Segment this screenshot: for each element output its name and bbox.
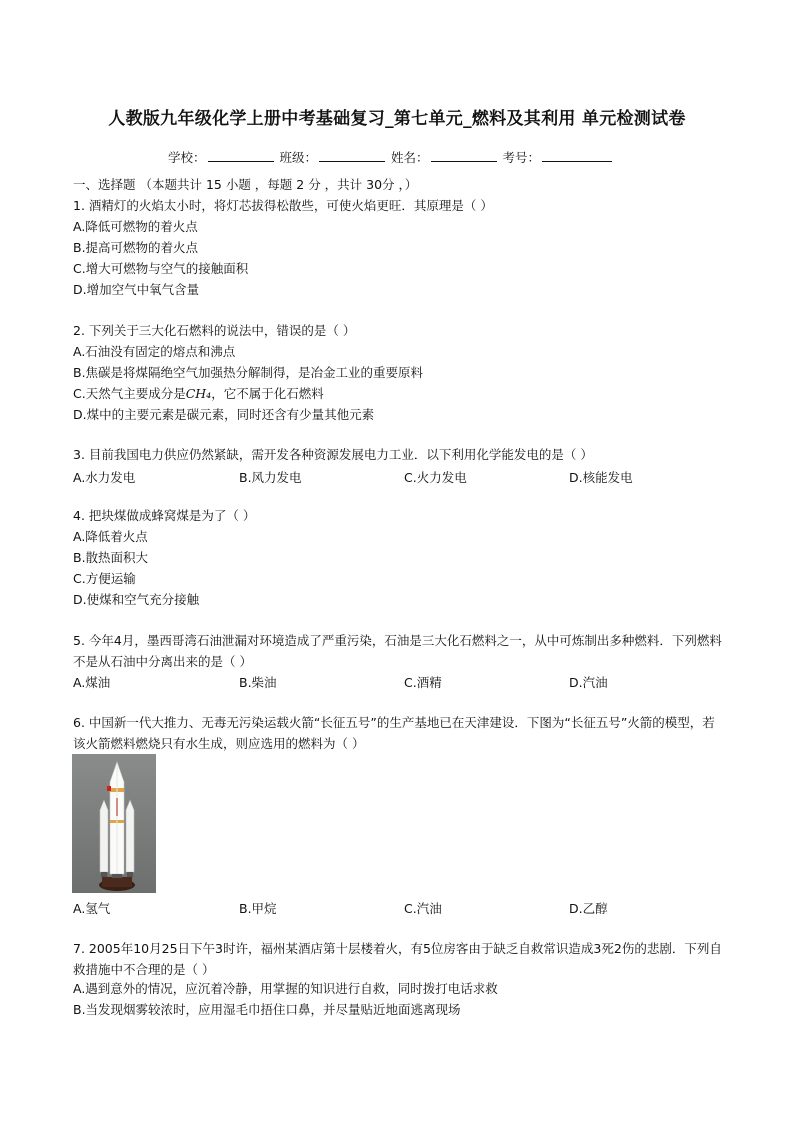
exam-no-label: 考号： — [502, 150, 541, 165]
page-title: 人教版九年级化学上册中考基础复习_第七单元_燃料及其利用 单元检测试卷 — [108, 109, 686, 129]
question-6-options — [73, 899, 723, 915]
student-info-line — [168, 148, 614, 166]
question-3-option-c: C.火力发电 — [404, 470, 467, 485]
question-2-option-a: A.石油没有固定的熔点和沸点 — [73, 344, 236, 359]
question-3-option-b: B.风力发电 — [239, 470, 302, 485]
question-6-option-a: A.氢气 — [73, 901, 111, 916]
school-label: 学校： — [168, 150, 206, 165]
question-2-option-c — [73, 386, 324, 402]
question-2-option-d: D.煤中的主要元素是碳元素，同时还含有少量其他元素 — [73, 407, 375, 422]
question-2-option-b: B.焦碳是将煤隔绝空气加强热分解制得，是冶金工业的重要原料 — [73, 365, 424, 380]
question-3-stem: 3. 目前我国电力供应仍然紧缺，需开发各种资源发展电力工业．以下利用化学能发电的是（ ） — [73, 447, 593, 462]
exam-no-blank[interactable] — [542, 149, 612, 162]
class-label: 班级： — [279, 150, 318, 165]
question-4-option-c: C.方便运输 — [73, 571, 136, 586]
question-2-option-c-head: C.天然气主要成分是 — [73, 386, 186, 401]
school-blank[interactable] — [208, 149, 274, 162]
question-3-options — [73, 468, 723, 484]
question-7-option-b: B.当发现烟雾较浓时，应用湿毛巾捂住口鼻，并尽量贴近地面逃离现场 — [73, 1002, 461, 1017]
question-7-option-a: A.遇到意外的情况，应沉着冷静，用掌握的知识进行自救，同时拨打电话求救 — [73, 981, 498, 996]
question-1-option-c: C.增大可燃物与空气的接触面积 — [73, 261, 249, 276]
name-label: 姓名： — [391, 150, 429, 165]
question-1-stem: 1. 酒精灯的火焰太小时，将灯芯拔得松散些，可使火焰更旺．其原理是（ ） — [73, 198, 493, 213]
question-5-option-c: C.酒精 — [404, 675, 442, 690]
question-5-options — [73, 673, 723, 689]
question-7-stem: 7. 2005年10月25日下午3时许，福州某酒店第十层楼着火，有5位房客由于缺乏自救常识造成3死2伤的悲剧．下列自救措施中不合理的是（ ） — [73, 941, 722, 977]
question-1-option-b: B.提高可燃物的着火点 — [73, 240, 199, 255]
ch4-formula: CH₄ — [185, 386, 212, 401]
question-6-stem: 6. 中国新一代大推力、无毒无污染运载火箭“长征五号”的生产基地已在天津建设．下图为“长征五号”火箭的模型，若该火箭燃料燃烧只有水生成，则应选用的燃料为（ ） — [73, 715, 715, 751]
question-6-option-d: D.乙醇 — [569, 901, 608, 916]
question-4-option-a: A.降低着火点 — [73, 529, 148, 544]
rocket-illustration — [72, 754, 156, 893]
question-5-option-b: B.柴油 — [239, 675, 277, 690]
class-blank[interactable] — [319, 149, 385, 162]
question-2-stem: 2. 下列关于三大化石燃料的说法中，错误的是（ ） — [73, 323, 356, 338]
question-4-option-b: B.散热面积大 — [73, 550, 149, 565]
question-6-option-b: B.甲烷 — [239, 901, 277, 916]
question-2-option-c-tail: ，它不属于化石燃料 — [211, 386, 324, 401]
question-3-option-a: A.水力发电 — [73, 470, 136, 485]
name-blank[interactable] — [431, 149, 497, 162]
question-4-option-d: D.使煤和空气充分接触 — [73, 592, 200, 607]
question-1-option-a: A.降低可燃物的着火点 — [73, 219, 198, 234]
question-3-option-d: D.核能发电 — [569, 470, 633, 485]
question-6-option-c: C.汽油 — [404, 901, 442, 916]
question-4-stem: 4. 把块煤做成蜂窝煤是为了（ ） — [73, 508, 256, 523]
question-5-option-a: A.煤油 — [73, 675, 111, 690]
question-1-option-d: D.增加空气中氧气含量 — [73, 282, 200, 297]
question-5-option-d: D.汽油 — [569, 675, 608, 690]
question-5-stem: 5. 今年4月，墨西哥湾石油泄漏对环境造成了严重污染，石油是三大化石燃料之一，从中可炼制出多种燃料．下列燃料不是从石油中分离出来的是（ ） — [73, 633, 722, 669]
rocket-model-image — [72, 754, 156, 893]
section-heading: 一、选择题 （本题共计 15 小题 ，每题 2 分 ，共计 30分 ，） — [73, 177, 418, 192]
